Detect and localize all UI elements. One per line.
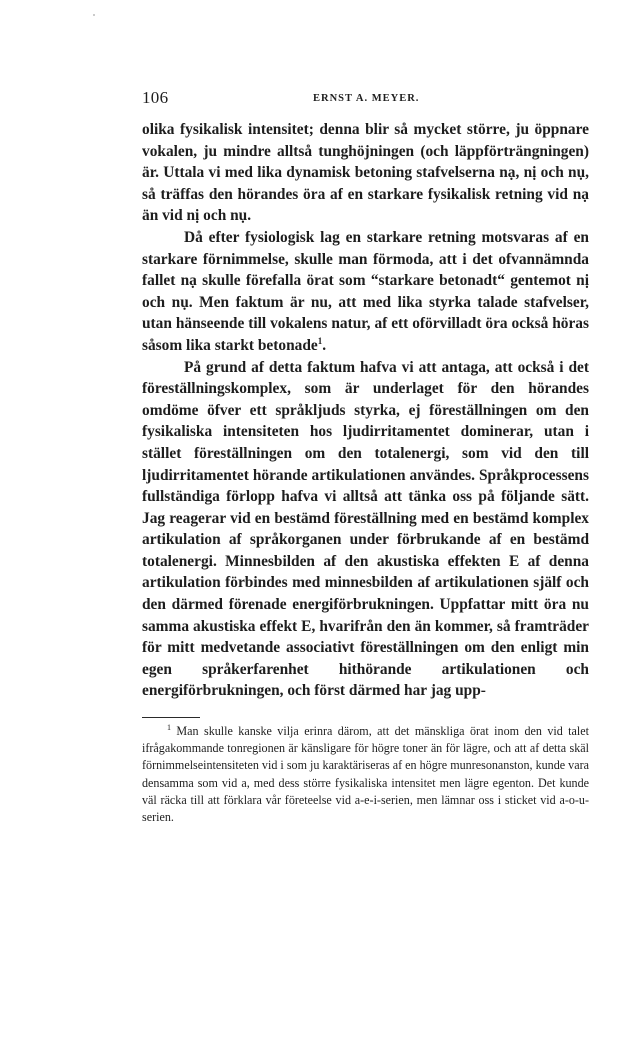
paragraph-2 (142, 227, 589, 357)
footnotes (142, 723, 589, 826)
body-text (142, 119, 589, 702)
paragraph-2-tail: . (322, 336, 327, 354)
paragraph-1: olika fysikalisk intensitet; denna blir så mycket större, ju öppnare vokalen, ju mindre alltså tunghöjningen (och läppförträngningen) är. Uttala vi med lika dynamisk betoning stafvelserna nạ, nị och nụ, så träffas den hörandes öra af en starkare fysikalisk retning vid nạ än vid nị och nụ. (142, 121, 589, 225)
scan-speck (93, 14, 95, 16)
page-number: 106 (142, 88, 169, 107)
running-head: ERNST A. MEYER. (313, 93, 420, 104)
paragraph-2-text: Då efter fysiologisk lag en starkare retning motsvaras af en starkare förnimmelse, skulle man förmoda, att i det ofvannämnda fallet nạ skulle förefalla örat som “starkare betonadt“ gentemot nị och nụ. Men faktum är nu, att med lika styrka talade stafvelser, utan hänseende till vokalens natur, af ett oförvilladt öra också höras såsom lika starkt betonade (142, 228, 589, 354)
footnote-mark: 1 (167, 722, 171, 732)
footnote-1-text: Man skulle kanske vilja erinra därom, att det mänskliga örat inom den vid talet ifrågakommande tonregionen är känsligare för högre toner än för lägre, och att af detta skäl förnimmelseintensiteten vid i som ju karaktäriseras af en högre munresonanston, kunde vara densamma som vid a, med dess större fysikaliska intensitet men lägre egenton. Det kunde väl räcka till att förklara vår företeelse vid a-e-i-serien, men lämnar oss i sticket vid a-o-u-serien. (142, 724, 589, 825)
paragraph-3: På grund af detta faktum hafva vi att antaga, att också i det föreställningskomplex, som är underlaget för den hörandes omdöme öfver ett språkljuds styrka, ej föreställningen om den fysikaliska intensiteten hos ljudirritamentet dominerar, utan i stället föreställningen om den totalenergi, som vid den till ljudirritamentet hörande artikulationen användes. Språkprocessens fullständiga förlopp hafva vi alltså att tänka oss på följande sätt. Jag reagerar vid en bestämd föreställning med en bestämd komplex artikulation af språkorganen under förbrukande af en bestämd totalenergi. Minnesbilden af den akustiska effekten E af denna artikulation förbindes med minnesbilden af artikulationen själf och den därmed förenade energiförbrukningen. Uppfattar mitt öra nu samma akustiska effekt E, hvarifrån den än kommer, så framträder för mitt medvetande associativt föreställningen om den enligt min egen språkerfarenhet hithörande artikulationen och energiförbrukningen, och först därmed har jag upp- (142, 358, 589, 700)
footnote-1 (142, 723, 589, 826)
footnote-reference: 1 (317, 335, 323, 346)
footnote-rule (142, 717, 200, 718)
page-header (142, 88, 589, 108)
